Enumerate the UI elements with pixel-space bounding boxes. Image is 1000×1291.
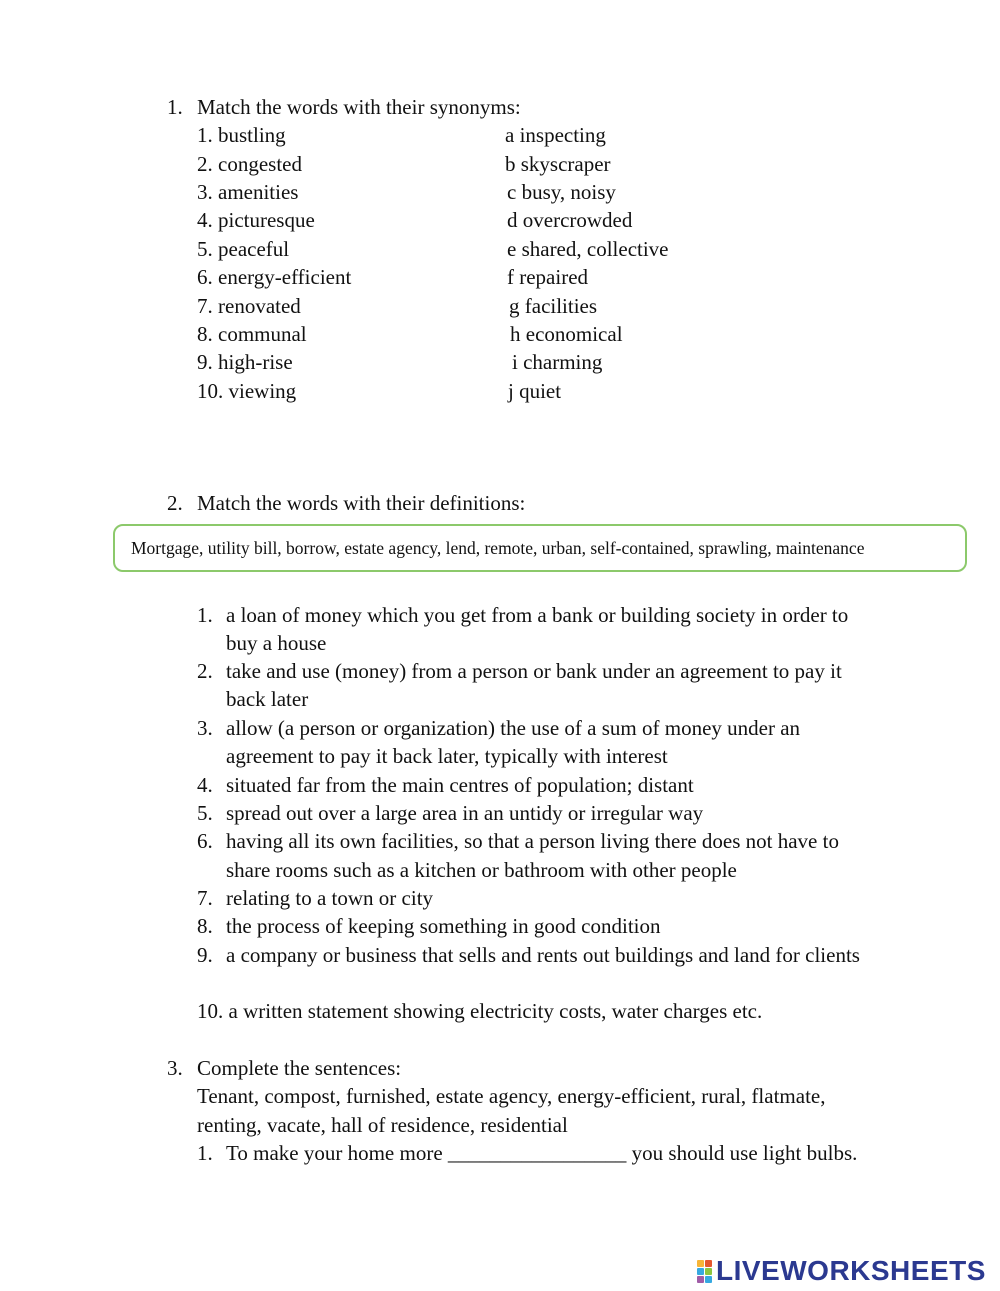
definition-line: a loan of money which you get from a bank or building society in order to bbox=[226, 603, 849, 627]
section1-number: 1. bbox=[167, 95, 183, 119]
definition-number: 1. bbox=[197, 603, 213, 627]
synonym-word: 1. bustling bbox=[197, 123, 286, 147]
logo-mark-cell bbox=[697, 1276, 704, 1283]
definition-line: back later bbox=[226, 687, 309, 711]
sentence-text bbox=[226, 1143, 857, 1164]
synonym-match: h economical bbox=[510, 322, 623, 346]
word-list-line: renting, vacate, hall of residence, residential bbox=[197, 1113, 568, 1137]
definition-number: 4. bbox=[197, 773, 213, 797]
synonym-match: b skyscraper bbox=[505, 152, 611, 176]
synonym-word: 3. amenities bbox=[197, 180, 299, 204]
synonym-match: d overcrowded bbox=[507, 208, 633, 232]
synonym-word: 10. viewing bbox=[197, 379, 297, 403]
sentence-before: To make your home more bbox=[226, 1141, 443, 1165]
synonym-match: a inspecting bbox=[505, 123, 606, 147]
synonym-word: 5. peaceful bbox=[197, 237, 290, 261]
sentence-number: 1. bbox=[197, 1141, 213, 1165]
section1-title: Match the words with their synonyms: bbox=[197, 95, 521, 119]
synonym-word: 4. picturesque bbox=[197, 208, 315, 232]
section3-title: Complete the sentences: bbox=[197, 1056, 402, 1080]
definition-10: 10. a written statement showing electricity costs, water charges etc. bbox=[197, 999, 763, 1023]
definition-line: buy a house bbox=[226, 631, 327, 655]
definition-line: relating to a town or city bbox=[226, 886, 434, 910]
definition-number: 8. bbox=[197, 914, 213, 938]
synonym-word: 6. energy-efficient bbox=[197, 265, 352, 289]
definition-number: 2. bbox=[197, 659, 213, 683]
definition-line: take and use (money) from a person or bank under an agreement to pay it bbox=[226, 659, 842, 683]
logo-mark-icon bbox=[697, 1260, 712, 1283]
definition-line: share rooms such as a kitchen or bathroom with other people bbox=[226, 858, 737, 882]
section2-title: Match the words with their definitions: bbox=[197, 491, 526, 515]
definition-number: 6. bbox=[197, 829, 213, 853]
definition-line: spread out over a large area in an untidy or irregular way bbox=[226, 801, 704, 825]
synonym-word: 2. congested bbox=[197, 152, 302, 176]
word-bank-text: Mortgage, utility bill, borrow, estate agency, lend, remote, urban, self-contained, sprawling, maintenance bbox=[131, 538, 865, 558]
definition-line: situated far from the main centres of population; distant bbox=[226, 773, 694, 797]
logo-mark-cell bbox=[705, 1276, 712, 1283]
logo-text: LIVEWORKSHEETS bbox=[716, 1255, 986, 1286]
synonym-match: i charming bbox=[512, 350, 603, 374]
synonym-word: 9. high-rise bbox=[197, 350, 293, 374]
logo-mark-cell bbox=[697, 1268, 704, 1275]
logo-mark-cell bbox=[705, 1268, 712, 1275]
logo-mark-cell bbox=[697, 1260, 704, 1267]
definition-line: agreement to pay it back later, typically with interest bbox=[226, 744, 668, 768]
definition-line: having all its own facilities, so that a person living there does not have to bbox=[226, 829, 839, 853]
definition-number: 5. bbox=[197, 801, 213, 825]
answer-blank[interactable]: _________________ bbox=[447, 1141, 627, 1165]
synonym-word: 7. renovated bbox=[197, 294, 301, 318]
definition-number: 3. bbox=[197, 716, 213, 740]
synonym-match: f repaired bbox=[507, 265, 589, 289]
definition-number: 7. bbox=[197, 886, 213, 910]
synonym-match: g facilities bbox=[509, 294, 598, 318]
word-list-line: Tenant, compost, furnished, estate agency, energy-efficient, rural, flatmate, bbox=[197, 1084, 826, 1108]
definition-line: allow (a person or organization) the use of a sum of money under an bbox=[226, 716, 801, 740]
section2-number: 2. bbox=[167, 491, 183, 515]
liveworksheets-logo bbox=[697, 1257, 986, 1285]
definition-line: a company or business that sells and rents out buildings and land for clients bbox=[226, 943, 860, 967]
section3-number: 3. bbox=[167, 1056, 183, 1080]
synonym-match: e shared, collective bbox=[507, 237, 669, 261]
word-bank-box bbox=[113, 524, 967, 572]
synonym-match: c busy, noisy bbox=[507, 180, 616, 204]
synonym-match: j quiet bbox=[508, 379, 562, 403]
sentence-after: you should use light bulbs. bbox=[631, 1141, 858, 1165]
definition-number: 9. bbox=[197, 943, 213, 967]
logo-mark-cell bbox=[705, 1260, 712, 1267]
definition-line: the process of keeping something in good condition bbox=[226, 914, 661, 938]
synonym-word: 8. communal bbox=[197, 322, 307, 346]
